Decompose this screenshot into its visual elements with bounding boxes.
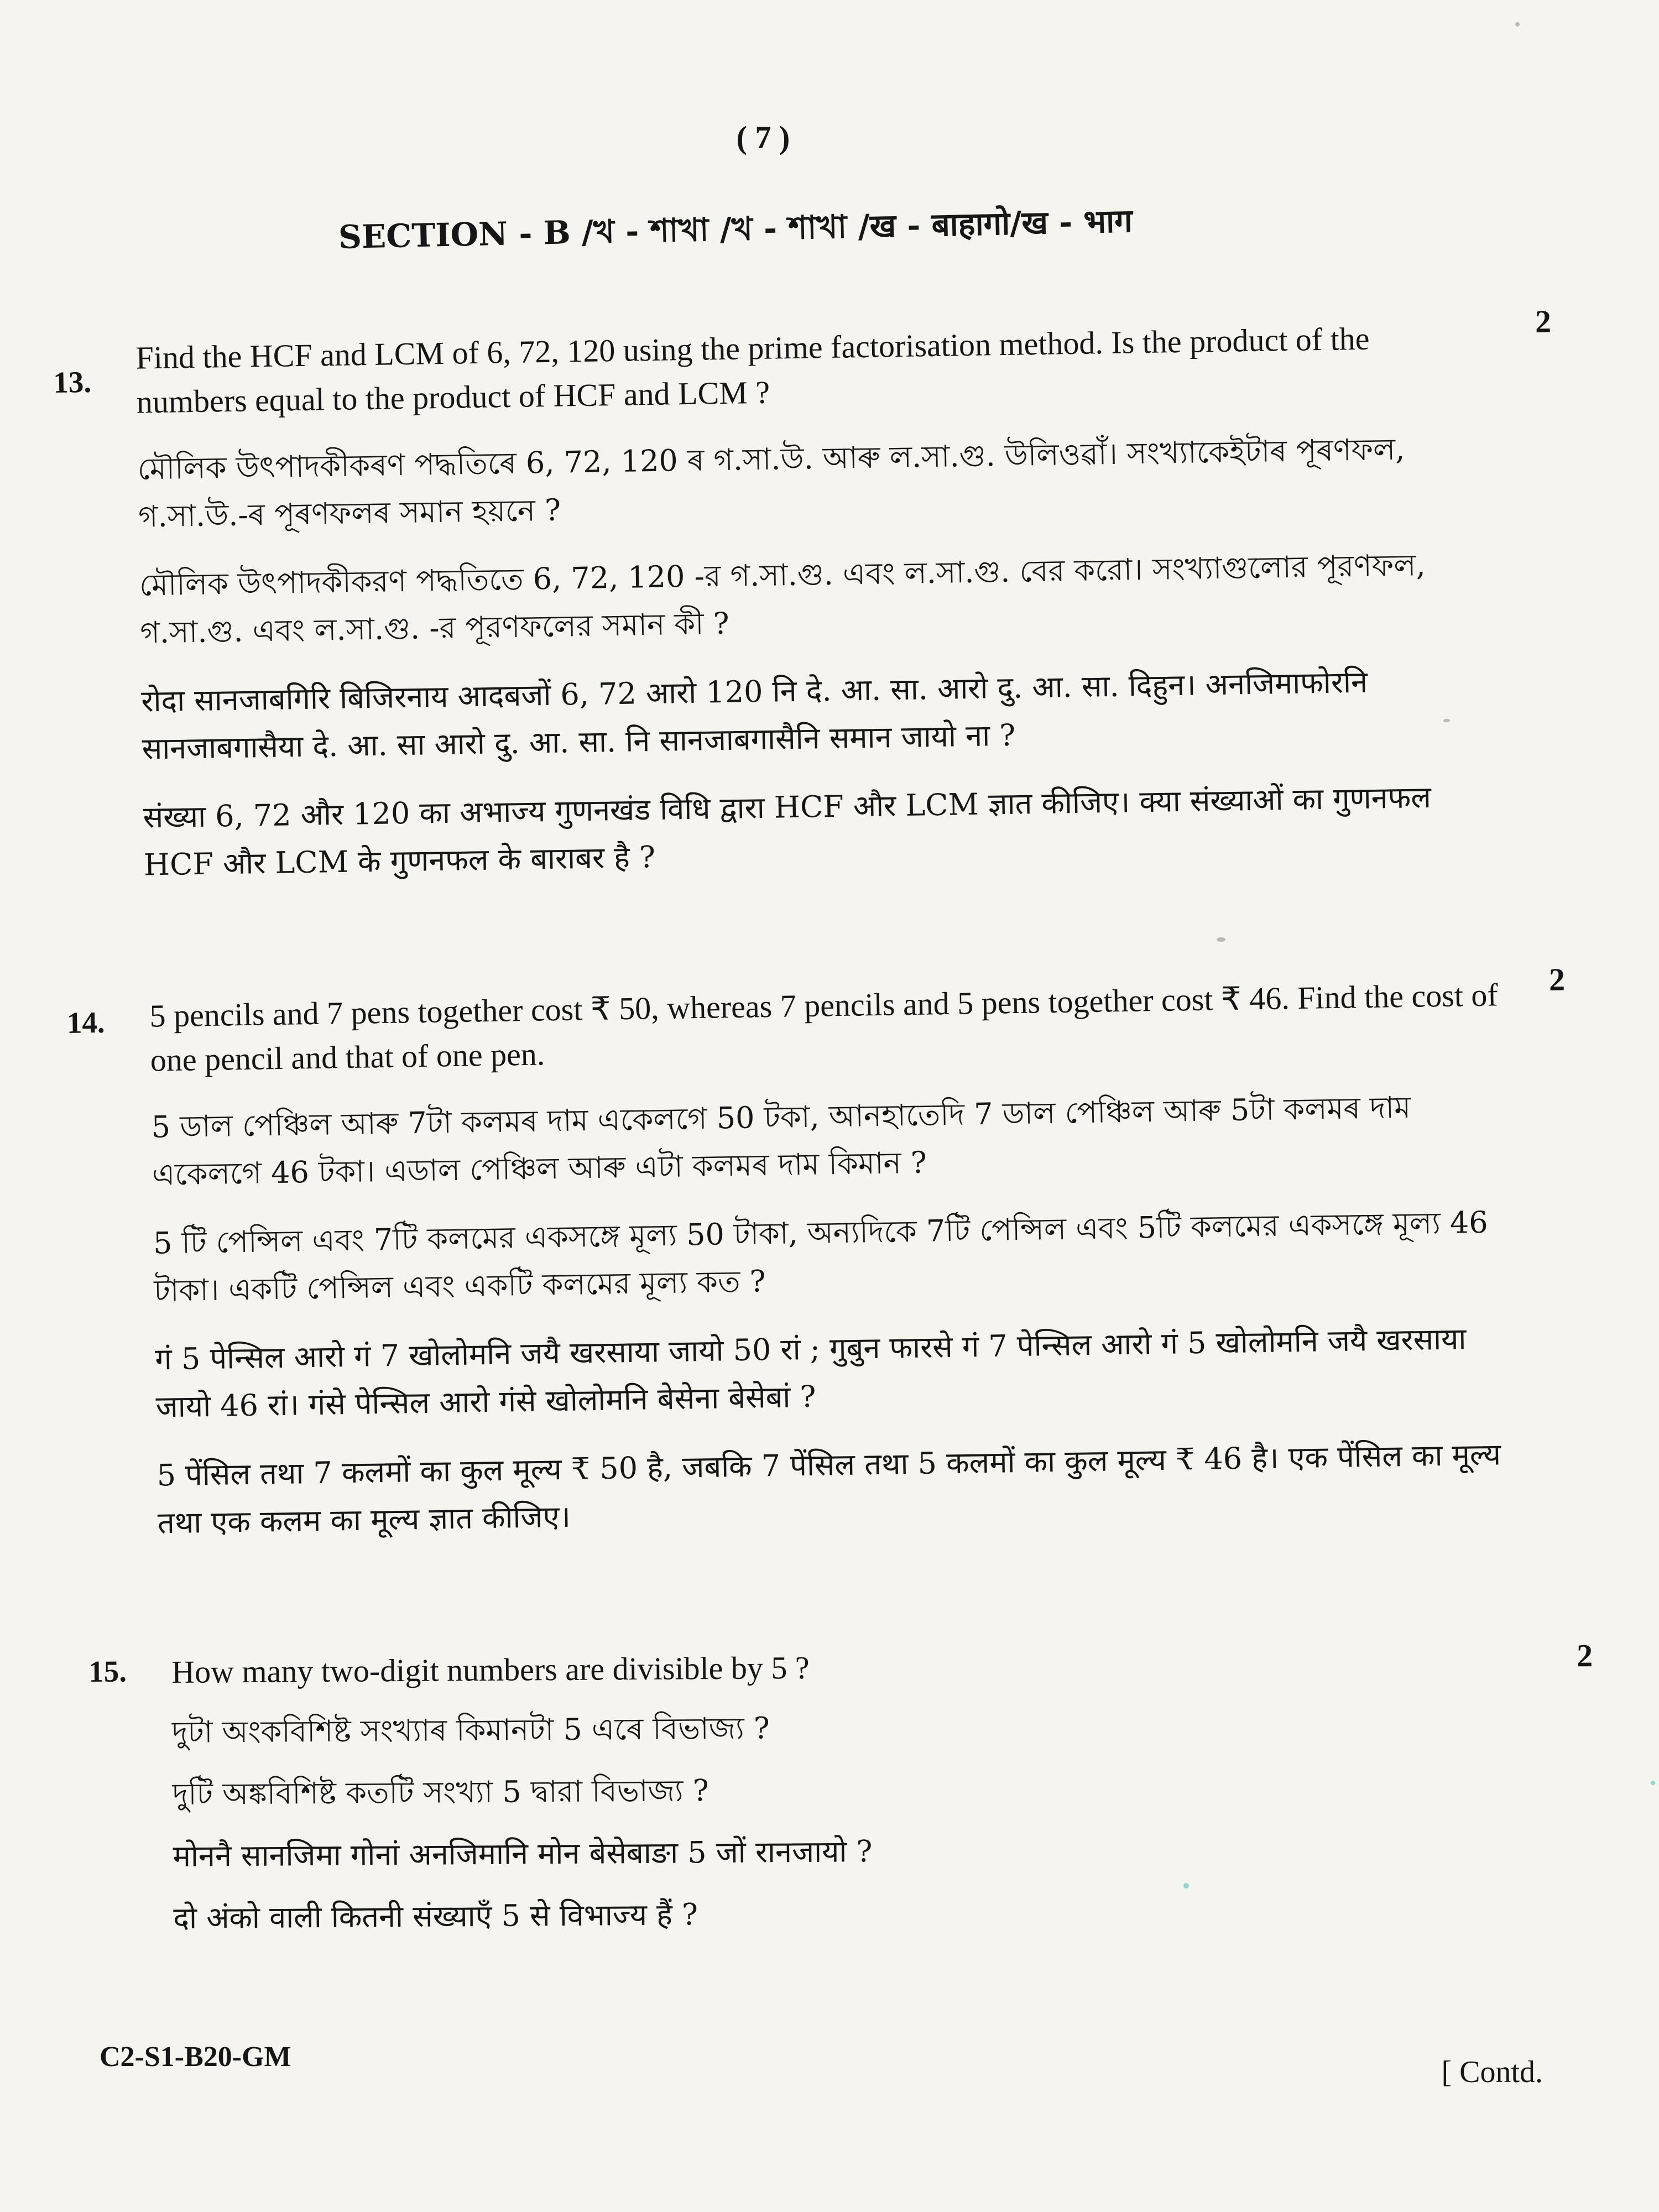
question-text-bodo: गं 5 पेन्सिल आरो गं 7 खोलोमनि जयै खरसाया जायो 50 रां ; गुबुन फारसे गं 7 पेन्सिल आरो गं 5 खोलोमनि जयै खरसाया जायो 46 रां। गंसे पेन्सिल आरो गंसे खोलोमनि बेसेना बेसेबां ? (154, 1321, 1467, 1425)
question-body (149, 973, 1507, 1547)
question-body (171, 1641, 1523, 1942)
question-text-hindi: दो अंको वाली कितनी संख्याएँ 5 से विभाज्य हैं ? (173, 1897, 698, 1936)
paper-code: C2-S1-B20-GM (100, 2041, 291, 2073)
question-text-assamese: 5 ডাল পেঞ্চিল আৰু 7টা কলমৰ দাম একেলগে 50 টকা, আনহাতেদি 7 ডাল পেঞ্চিল আৰু 5টা কলমৰ দাম একেলগে 46 টকা। এডাল পেঞ্চিল আৰু এটা কলমৰ দাম কিমান ? (151, 1089, 1411, 1192)
question-text-bodo: रोदा सानजाबगिरि बिजिरनाय आदबजों 6, 72 आरो 120 नि दे. आ. सा. आरो दु. आ. सा. दिहुन। अनजिमाफोरनि सानजाबगासैया दे. आ. सा आरो दु. आ. सा. नि सानजाबगासैनि समान जायो ना ? (140, 664, 1368, 766)
section-heading: SECTION - B /খ - শাখা /খ - শাখা /ख - बाहागो/ख - भाग (338, 201, 1133, 257)
question-text-english: How many two-digit numbers are divisible by 5 ? (171, 1649, 810, 1690)
scan-speck (1217, 937, 1225, 942)
question-text-bodo: मोननै सानजिमा गोनां अनजिमानि मोन बेसेबाङा 5 जों रानजायो ? (173, 1834, 873, 1874)
question-text-bengali: দুটি অঙ্কবিশিষ্ট কতটি সংখ্যা 5 দ্বারা বিভাজ্য ? (172, 1773, 709, 1812)
scan-speck (1515, 22, 1520, 27)
question-text-assamese: মৌলিক উৎপাদকীকৰণ পদ্ধতিৰে 6, 72, 120 ৰ গ.সা.উ. আৰু ল.সা.গু. উলিওৱাঁ। সংখ্যাকেইটাৰ পূৰণফল, গ.সা.উ.-ৰ পূৰণফলৰ সমান হয়নে ? (137, 431, 1405, 534)
scan-speck (1443, 719, 1450, 722)
question-text-english: Find the HCF and LCM of 6, 72, 120 using the prime factorisation method. Is the product of the numbers equal to the product of HCF and LCM ? (135, 320, 1370, 420)
question-13 (53, 303, 1552, 911)
scan-speck (1183, 1883, 1189, 1888)
question-marks: 2 (1535, 303, 1552, 340)
question-text-hindi: 5 पेंसिल तथा 7 कलमों का कुल मूल्य ₹ 50 है, जबकि 7 पेंसिल तथा 5 कलमों का कुल मूल्य ₹ 46 है। एक पेंसिल का मूल्य तथा एक कलम का मूल्य ज्ञात कीजिए। (156, 1437, 1501, 1541)
question-text-hindi: संख्या 6, 72 और 120 का अभाज्य गुणनखंड विधि द्वारा HCF और LCM ज्ञात कीजिए। क्या संख्याओं का गुणनफल HCF और LCM के गुणनफल के बाराबर है ? (143, 779, 1432, 883)
question-number: 15. (88, 1654, 127, 1688)
page-number: ( 7 ) (736, 119, 790, 155)
question-number: 14. (66, 1005, 105, 1040)
question-number: 13. (53, 364, 92, 399)
question-text-bengali: মৌলিক উৎপাদকীকরণ পদ্ধতিতে 6, 72, 120 -র গ.সা.গু. এবং ল.সা.গু. বের করো। সংখ্যাগুলোর পূরণফল, গ.সা.গু. এবং ল.সা.গু. -র পূরণফলের সমান কী ? (139, 547, 1426, 650)
question-15 (88, 1637, 1593, 1964)
question-body (135, 315, 1493, 889)
question-text-assamese: দুটা অংকবিশিষ্ট সংখ্যাৰ কিমানটা 5 এৰে বিভাজ্য ? (171, 1710, 770, 1750)
question-marks: 2 (1548, 961, 1566, 998)
question-text-bengali: 5 টি পেন্সিল এবং 7টি কলমের একসঙ্গে মূল্য 50 টাকা, অন্যদিকে 7টি পেন্সিল এবং 5টি কলমের একসঙ্গে মূল্য 46 টাকা। একটি পেন্সিল এবং একটি কলমের মূল্য কত ? (153, 1204, 1489, 1308)
scan-speck (1651, 1781, 1655, 1785)
question-text-english: 5 pencils and 7 pens together cost ₹ 50, whereas 7 pencils and 5 pens together cost ₹ 46. Find the cost of one pencil and that of one pen. (149, 977, 1499, 1078)
question-14 (66, 961, 1566, 1569)
continued-label: [ Contd. (1441, 2055, 1543, 2089)
question-marks: 2 (1576, 1637, 1593, 1674)
